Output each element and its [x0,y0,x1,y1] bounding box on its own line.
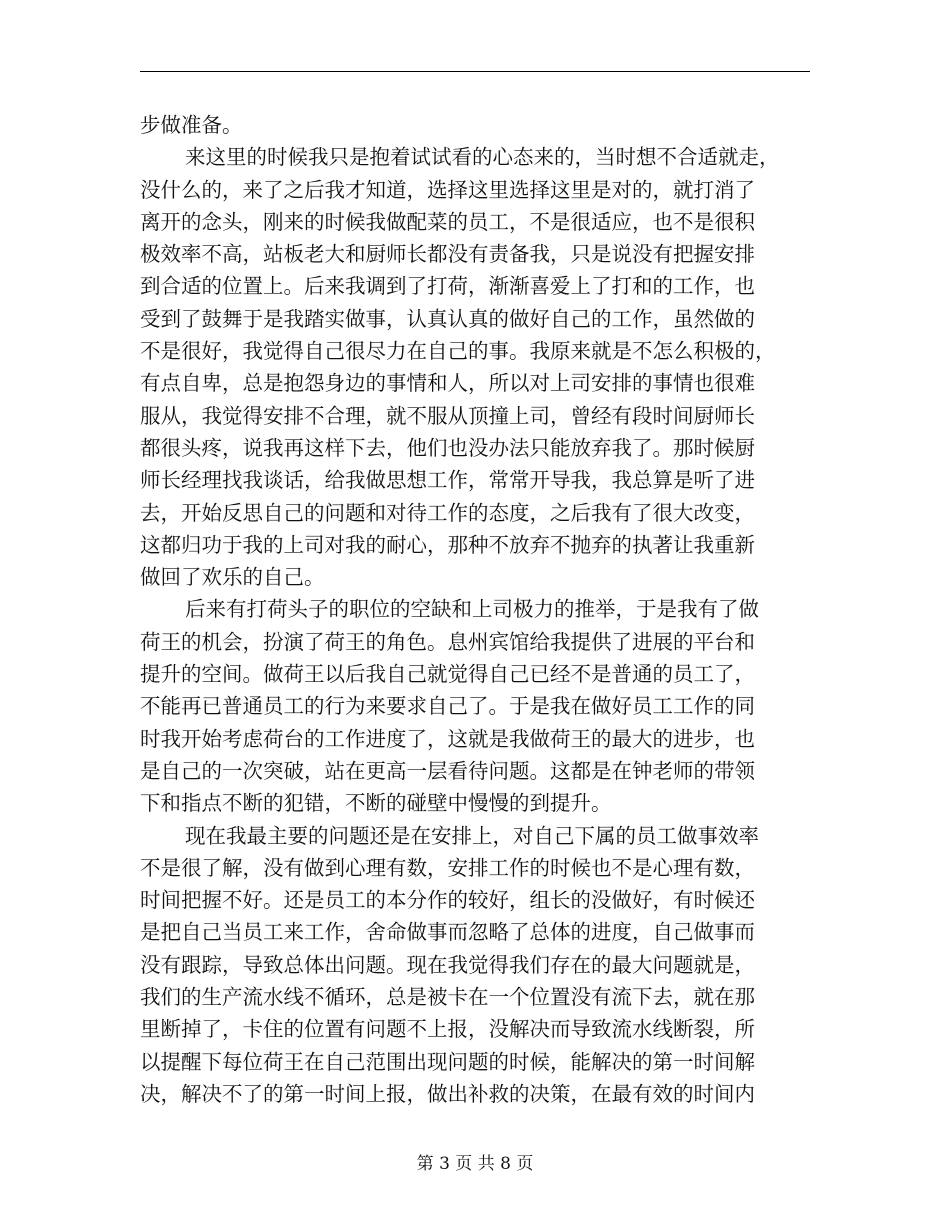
page-number: 第 3 页 共 8 页 [416,1154,534,1174]
paragraph-line: 是自己的一次突破，站在更高一层看待问题。这都是在钟老师的带领 [140,758,755,783]
paragraph-line: 是把自己当员工来工作，舍命做事而忽略了总体的进度，自己做事而 [140,920,755,945]
paragraph-line: 没有跟踪，导致总体出问题。现在我觉得我们存在的最大问题就是， [140,952,755,977]
paragraph-line: 决，解决不了的第一时间上报，做出补救的决策，在最有效的时间内 [140,1081,755,1106]
paragraph-line: 不是很好，我觉得自己很尽力在自己的事。我原来就是不怎么积极的， [140,339,776,364]
paragraph-line: 下和指点不断的犯错，不断的碰壁中慢慢的到提升。 [140,791,612,816]
paragraph-line: 师长经理找我谈话，给我做思想工作，常常开导我，我总算是听了进 [140,468,755,493]
paragraph-line: 都很头疼，说我再这样下去，他们也没办法只能放弃我了。那时候厨 [140,435,755,460]
paragraph-line: 去，开始反思自己的问题和对待工作的态度，之后我有了很大改变， [140,500,755,525]
paragraph-line: 时我开始考虑荷台的工作进度了，这就是我做荷王的最大的进步，也 [140,726,755,751]
paragraph-line: 有点自卑，总是抱怨身边的事情和人，所以对上司安排的事情也很难 [140,371,755,396]
paragraph-first-line: 现在我最主要的问题还是在安排上，对自己下属的员工做事效率 [185,823,759,848]
paragraph-line: 步做准备。 [140,113,243,137]
paragraph-line: 受到了鼓舞于是我踏实做事，认真认真的做好自己的工作，虽然做的 [140,306,755,331]
paragraph-line: 里断掉了，卡住的位置有问题不上报，没解决而导致流水线断裂，所 [140,1017,755,1042]
paragraph-line: 我们的生产流水线不循环，总是被卡在一个位置没有流下去，就在那 [140,985,755,1010]
paragraph-line: 以提醒下每位荷王在自己范围出现问题的时候，能解决的第一时间解 [140,1049,755,1074]
paragraph-line: 没什么的，来了之后我才知道，选择这里选择这里是对的，就打消了 [140,177,755,202]
paragraph-line: 极效率不高，站板老大和厨师长都没有责备我，只是说没有把握安排 [140,242,755,267]
paragraph-line: 时间把握不好。还是员工的本分作的较好，组长的没做好，有时候还 [140,888,755,913]
paragraph-line: 荷王的机会，扮演了荷王的角色。息州宾馆给我提供了进展的平台和 [140,629,755,654]
paragraph-line: 不是很了解，没有做到心理有数，安排工作的时候也不是心理有数， [140,855,755,880]
paragraph-first-line: 后来有打荷头子的职位的空缺和上司极力的推举，于是我有了做 [185,597,759,622]
paragraph-line: 做回了欢乐的自己。 [140,565,325,590]
header-rule [140,71,810,72]
document-body [140,109,820,1110]
paragraph-line: 不能再已普通员工的行为来要求自己了。于是我在做好员工工作的同 [140,694,755,719]
paragraph-first-line: 来这里的时候我只是抱着试试看的心态来的，当时想不合适就走， [185,145,780,170]
paragraph-line: 离开的念头，刚来的时候我做配菜的员工，不是很适应，也不是很积 [140,209,755,234]
paragraph-line: 到合适的位置上。后来我调到了打荷，渐渐喜爱上了打和的工作，也 [140,274,755,299]
paragraph-line: 提升的空间。做荷王以后我自己就觉得自己已经不是普通的员工了， [140,662,755,687]
paragraph-line: 服从，我觉得安排不合理，就不服从顶撞上司，曾经有段时间厨师长 [140,403,755,428]
paragraph-line: 这都归功于我的上司对我的耐心，那种不放弃不抛弃的执著让我重新 [140,532,755,557]
